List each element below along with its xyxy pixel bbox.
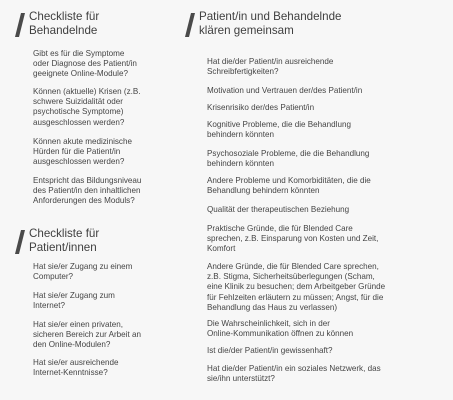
section-heading-behandelnde — [18, 10, 99, 38]
section-title: Patient/in und Behandelnde klären gemeinsam — [199, 10, 342, 37]
list-item: Motivation und Vertrauen der/des Patient/in — [207, 86, 363, 95]
list-item: Hat die/der Patient/in ein soziales Netzwerk, das sie/ihn unterstützt? — [207, 364, 381, 384]
list-item: Ist die/der Patient/in gewissenhaft? — [207, 346, 333, 355]
list-item: Psychosoziale Probleme, die die Behandlung behindern könnten — [207, 149, 370, 169]
list-item: Andere Probleme und Komorbiditäten, die die Behandlung behindern könnten — [207, 176, 371, 196]
list-item: Hat die/der Patient/in ausreichende Schreibfertigkeiten? — [207, 57, 334, 77]
section-title: Checkliste für Patient/innen — [29, 227, 100, 254]
list-item: Gibt es für die Symptome oder Diagnose des Patient/in geeignete Online-Module? — [33, 49, 137, 79]
list-item: Krisenrisiko der/des Patient/in — [207, 103, 315, 112]
list-item: Andere Gründe, die für Blended Care sprechen, z.B. Stigma, Sicherheitsüberlegungen (Scham, eine Klinik zu besuchen; dem Arbeitgeber Gründe für Fehlzeiten erläutern zu müssen; Angst, für die Behandlung das Haus zu verlassen) — [207, 262, 386, 312]
list-item: Können (aktuelle) Krisen (z.B. schwere Suizidalität oder psychotische Symptome) ausgeschlossen werden? — [33, 87, 141, 127]
section-title: Checkliste für Behandelnde — [29, 10, 100, 37]
section-heading-gemeinsam — [188, 10, 341, 38]
list-item: Hat sie/er Zugang zu einem Computer? — [33, 262, 133, 282]
list-item: Können akute medizinische Hürden für die Patient/in ausgeschlossen werden? — [33, 137, 132, 167]
list-item: Hat sie/er ausreichende Internet-Kenntnisse? — [33, 358, 119, 378]
list-item: Hat sie/er Zugang zum Internet? — [33, 291, 115, 311]
list-item: Die Wahrscheinlichkeit, sich in der Online-Kommunikation öffnen zu können — [207, 319, 354, 339]
heading-accent-bar — [185, 13, 195, 37]
list-item: Hat sie/er einen privaten, sicheren Bereich zur Arbeit an den Online-Modulen? — [33, 320, 141, 350]
section-heading-patientinnen — [18, 227, 99, 255]
list-item: Praktische Gründe, die für Blended Care sprechen, z.B. Einsparung von Kosten und Zeit, Komfort — [207, 224, 379, 254]
list-item: Entspricht das Bildungsniveau des Patient/in den inhaltlichen Anforderungen des Moduls? — [33, 176, 142, 206]
list-item: Kognitive Probleme, die die Behandlung behindern könnten — [207, 120, 351, 140]
heading-accent-bar — [15, 230, 25, 254]
list-item: Qualität der therapeutischen Beziehung — [207, 205, 350, 214]
heading-accent-bar — [15, 13, 25, 37]
